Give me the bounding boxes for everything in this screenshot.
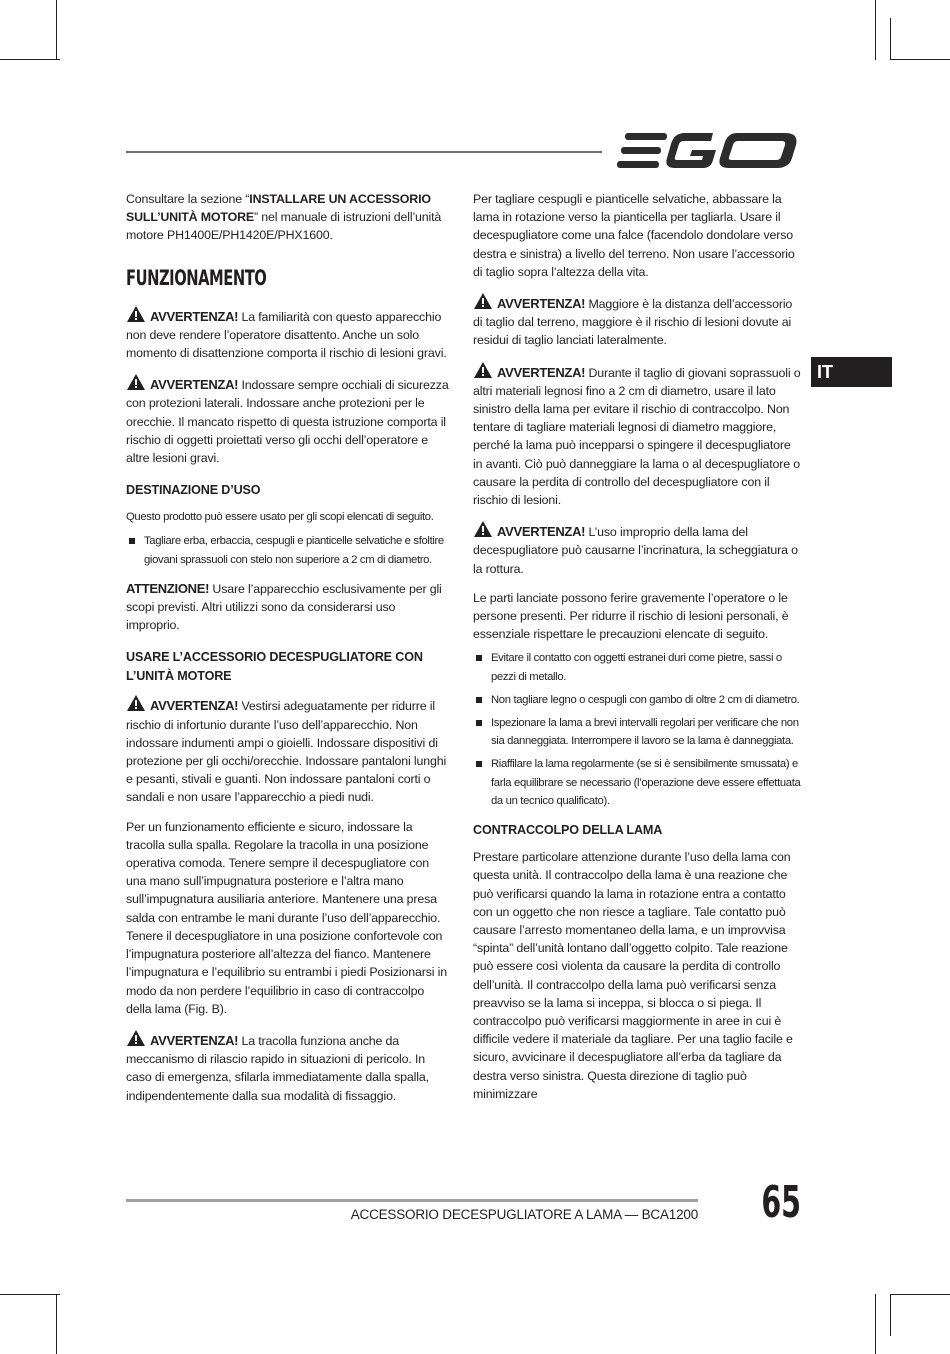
- intro-text-after: ” nel manuale di istruzioni dell’unità motore PH1400E/PH1420E/PHX1600.: [126, 210, 442, 243]
- warning-text: Vestirsi adeguatamente per ridurre il rischio di infortunio durante l’uso dell’apparecchio. Non indossare indumenti ampi o gioielli. Indossare dispositivi di protezione per gli occhi/orecchie. Indossare pantaloni lunghi e pesanti, stivali e guanti. Non indossare pantaloni corti o sandali e non usare l’apparecchio a piedi nudi.: [126, 699, 447, 805]
- crop-mark-bottom-right-h: [890, 1294, 950, 1295]
- crop-mark-top-right-v: [875, 0, 876, 60]
- warning-label: AVVERTENZA!: [497, 296, 586, 312]
- warning-triangle-icon: [126, 1029, 146, 1047]
- heading-funzionamento: FUNZIONAMENTO: [126, 265, 267, 290]
- right-column: [473, 190, 803, 1114]
- warning-block-5: [473, 292, 803, 350]
- bullet-square-icon: [476, 655, 482, 661]
- intended-use-list: [126, 532, 452, 568]
- list-item: [473, 691, 803, 709]
- list-item: [126, 532, 452, 568]
- language-tab: IT: [811, 357, 892, 387]
- heading-usare-accessorio: USARE L’ACCESSORIO DECESPUGLIATORE CON L’UNITÀ MOTORE: [126, 650, 423, 684]
- bullet-square-icon: [476, 697, 482, 703]
- precautions-list: [473, 649, 803, 810]
- warning-text: La tracolla funziona anche da meccanismo di rilascio rapido in situazioni di pericolo. In caso di emergenza, sfilarla immediatamente dalla spalla, indipendentemente dalla sua modalità di fissaggio.: [126, 1033, 429, 1103]
- crop-mark-bottom-left-h: [0, 1294, 60, 1295]
- warning-label: AVVERTENZA!: [497, 524, 586, 540]
- heading-destinazione-uso: DESTINAZIONE D’USO: [126, 483, 261, 498]
- intended-use-intro: Questo prodotto può essere usato per gli scopi elencati di seguito.: [126, 511, 434, 524]
- warning-text: Durante il taglio di giovani soprassuoli o altri materiali legnosi fino a 2 cm di diametro, usare il lato sinistro della lama per evitare il rischio di contraccolpo. Non tentare di tagliare materiali legnosi di diametro maggiore, perché la lama può incepparsi o spingere il decespugliatore in avanti. Ciò può danneggiare la lama o al decespugliatore o causare la perdita di controllo del decespugliatore con il rischio di lesioni.: [473, 365, 801, 508]
- warning-text: Maggiore è la distanza dell’accessorio di taglio dal terreno, maggiore è il rischio di lesioni dovute ai residui di taglio lanciati lateralmente.: [473, 297, 793, 348]
- bullet-square-icon: [476, 761, 482, 767]
- list-item-text: Evitare il contatto con oggetti estranei duri come pietre, sassi o pezzi di metallo.: [491, 652, 782, 683]
- warning-triangle-icon: [126, 373, 146, 391]
- crop-mark-top-left-v: [56, 0, 57, 60]
- footer-rule: [126, 1199, 698, 1202]
- kickback-paragraph: Prestare particolare attenzione durante l’uso della lama con questa unità. Il contraccolpo della lama è una reazione che può verificarsi quando la lama in rotazione entra a contatto con un oggetto che non riesce a tagliare. Tale contatto può causare l’arresto momentaneo della lama, e un improvvisa “spinta” dell’unità lontano dall’oggetto colpito. Tale reazione può essere così violenta da causare la perdita di controllo dell’unità. Il contraccolpo della lama può verificarsi senza preavviso se la lama si inceppa, si blocca o si piega. Il contraccolpo può verificarsi maggiormente in aree in cui è difficile vedere il materiale da tagliare. Per una taglio facile e sicuro, avvicinare il decespugliatore all’erba da tagliare da destra verso sinistra. Questa direzione di taglio può minimizzare: [473, 850, 793, 1101]
- crop-mark-top-right-h: [890, 59, 950, 60]
- heading-contraccolpo: CONTRACCOLPO DELLA LAMA: [473, 823, 663, 838]
- warning-triangle-icon: [473, 292, 493, 310]
- intro-text-bold: INSTALLARE UN ACCESSORIO SULL’UNITÀ MOTORE: [126, 192, 431, 225]
- caution-block: [126, 580, 452, 635]
- warning-text: L’uso improprio della lama del decespugliatore può causarne l’incrinatura, la scheggiatura o la rottura.: [473, 525, 798, 576]
- warning-label: AVVERTENZA!: [150, 1032, 239, 1048]
- intro-paragraph: [126, 190, 452, 245]
- cutting-paragraph: Per tagliare cespugli e pianticelle selvatiche, abbassare la lama in rotazione verso la pianticella per tagliarla. Usare il decespugliatore come una falce (facendolo dondolare verso destra e sinistra) a livello del terreno. Non usare l’accessorio di taglio sopra l’altezza della vita.: [473, 192, 795, 279]
- header-rule: [126, 151, 602, 153]
- crop-mark-top-right-v2: [890, 18, 891, 60]
- warning-triangle-icon: [473, 361, 493, 379]
- list-item: [473, 714, 803, 750]
- list-item-text: Riaffilare la lama regolarmente (se si è sensibilmente smussata) e farla equilibrare se necessario (l’operazione deve essere effettuata da un tecnico qualificato).: [491, 758, 801, 807]
- warning-block-3: [126, 694, 452, 806]
- footer-title: ACCESSORIO DECESPUGLIATORE A LAMA — BCA1200: [350, 1207, 698, 1222]
- warning-block-6: [473, 361, 803, 510]
- warning-triangle-icon: [126, 694, 146, 712]
- intro-text-before: Consultare la sezione “: [126, 192, 250, 206]
- caution-label: ATTENZIONE!: [126, 580, 210, 596]
- thrown-parts-paragraph: Le parti lanciate possono ferire gravemente l’operatore o le persone presenti. Per ridurre il rischio di lesioni personali, è essenziale rispettare le precauzioni elencate di seguito.: [473, 590, 789, 642]
- warning-block-4: [126, 1029, 452, 1105]
- warning-block-2: [126, 373, 452, 467]
- crop-mark-bottom-right-v2: [890, 1294, 891, 1336]
- strap-paragraph: Per un funzionamento efficiente e sicuro, indossare la tracolla sulla spalla. Regolare la tracolla in una posizione operativa comoda. Tenere sempre il decespugliatore con una mano sull’impugnatura posteriore e l’altra mano sull’impugnatura ausiliaria anteriore. Mantenere una presa salda con entrambe le mani durante l’uso dell’apparecchio. Tenere il decespugliatore in una posizione confortevole con l’impugnatura posteriore all’altezza del fianco. Mantenere l’impugnatura e l’equilibrio su entrambi i piedi Posizionarsi in modo da non perdere l’equilibrio in caso di contraccolpo della lama (Fig. B).: [126, 819, 447, 1016]
- list-item-text: Non tagliare legno o cespugli con gambo di oltre 2 cm di diametro.: [491, 693, 800, 706]
- crop-mark-bottom-right-v: [875, 1294, 876, 1354]
- page-number: 65: [761, 1177, 801, 1228]
- warning-label: AVVERTENZA!: [150, 377, 239, 393]
- list-item-text: Ispezionare la lama a brevi intervalli regolari per verificare che non sia danneggiata. Interrompere il lavoro se la lama è danneggiata.: [491, 717, 799, 748]
- bullet-square-icon: [129, 538, 135, 544]
- warning-block-7: [473, 520, 803, 578]
- list-item: [473, 649, 803, 685]
- warning-triangle-icon: [473, 520, 493, 538]
- list-item-text: Tagliare erba, erbaccia, cespugli e pianticelle selvatiche e sfoltire giovani sprassuoli con stelo non superiore a 2 cm di diametro.: [144, 535, 444, 566]
- warning-label: AVVERTENZA!: [497, 364, 586, 380]
- warning-text: Indossare sempre occhiali di sicurezza con protezioni laterali. Indossare anche protezioni per le orecchie. Il mancato rispetto di questa istruzione comporta il rischio di oggetti proiettati verso gli occhi dell’operatore e altre lesioni gravi.: [126, 378, 449, 466]
- bullet-square-icon: [476, 720, 482, 726]
- crop-mark-bottom-left-v: [56, 1294, 57, 1354]
- list-item: [473, 755, 803, 810]
- crop-mark-top-left-h: [0, 59, 60, 60]
- warning-label: AVVERTENZA!: [150, 698, 239, 714]
- left-column: [126, 190, 452, 1116]
- warning-block-1: [126, 305, 452, 363]
- warning-triangle-icon: [126, 305, 146, 323]
- warning-text: La familiarità con questo apparecchio non deve rendere l’operatore disattento. Anche un solo momento di disattenzione comporta il rischio di lesioni gravi.: [126, 309, 447, 361]
- caution-text: Usare l’apparecchio esclusivamente per gli scopi previsti. Altri utilizzi sono da considerarsi uso improprio.: [126, 581, 442, 633]
- ego-logo: [617, 130, 799, 172]
- warning-label: AVVERTENZA!: [150, 308, 239, 324]
